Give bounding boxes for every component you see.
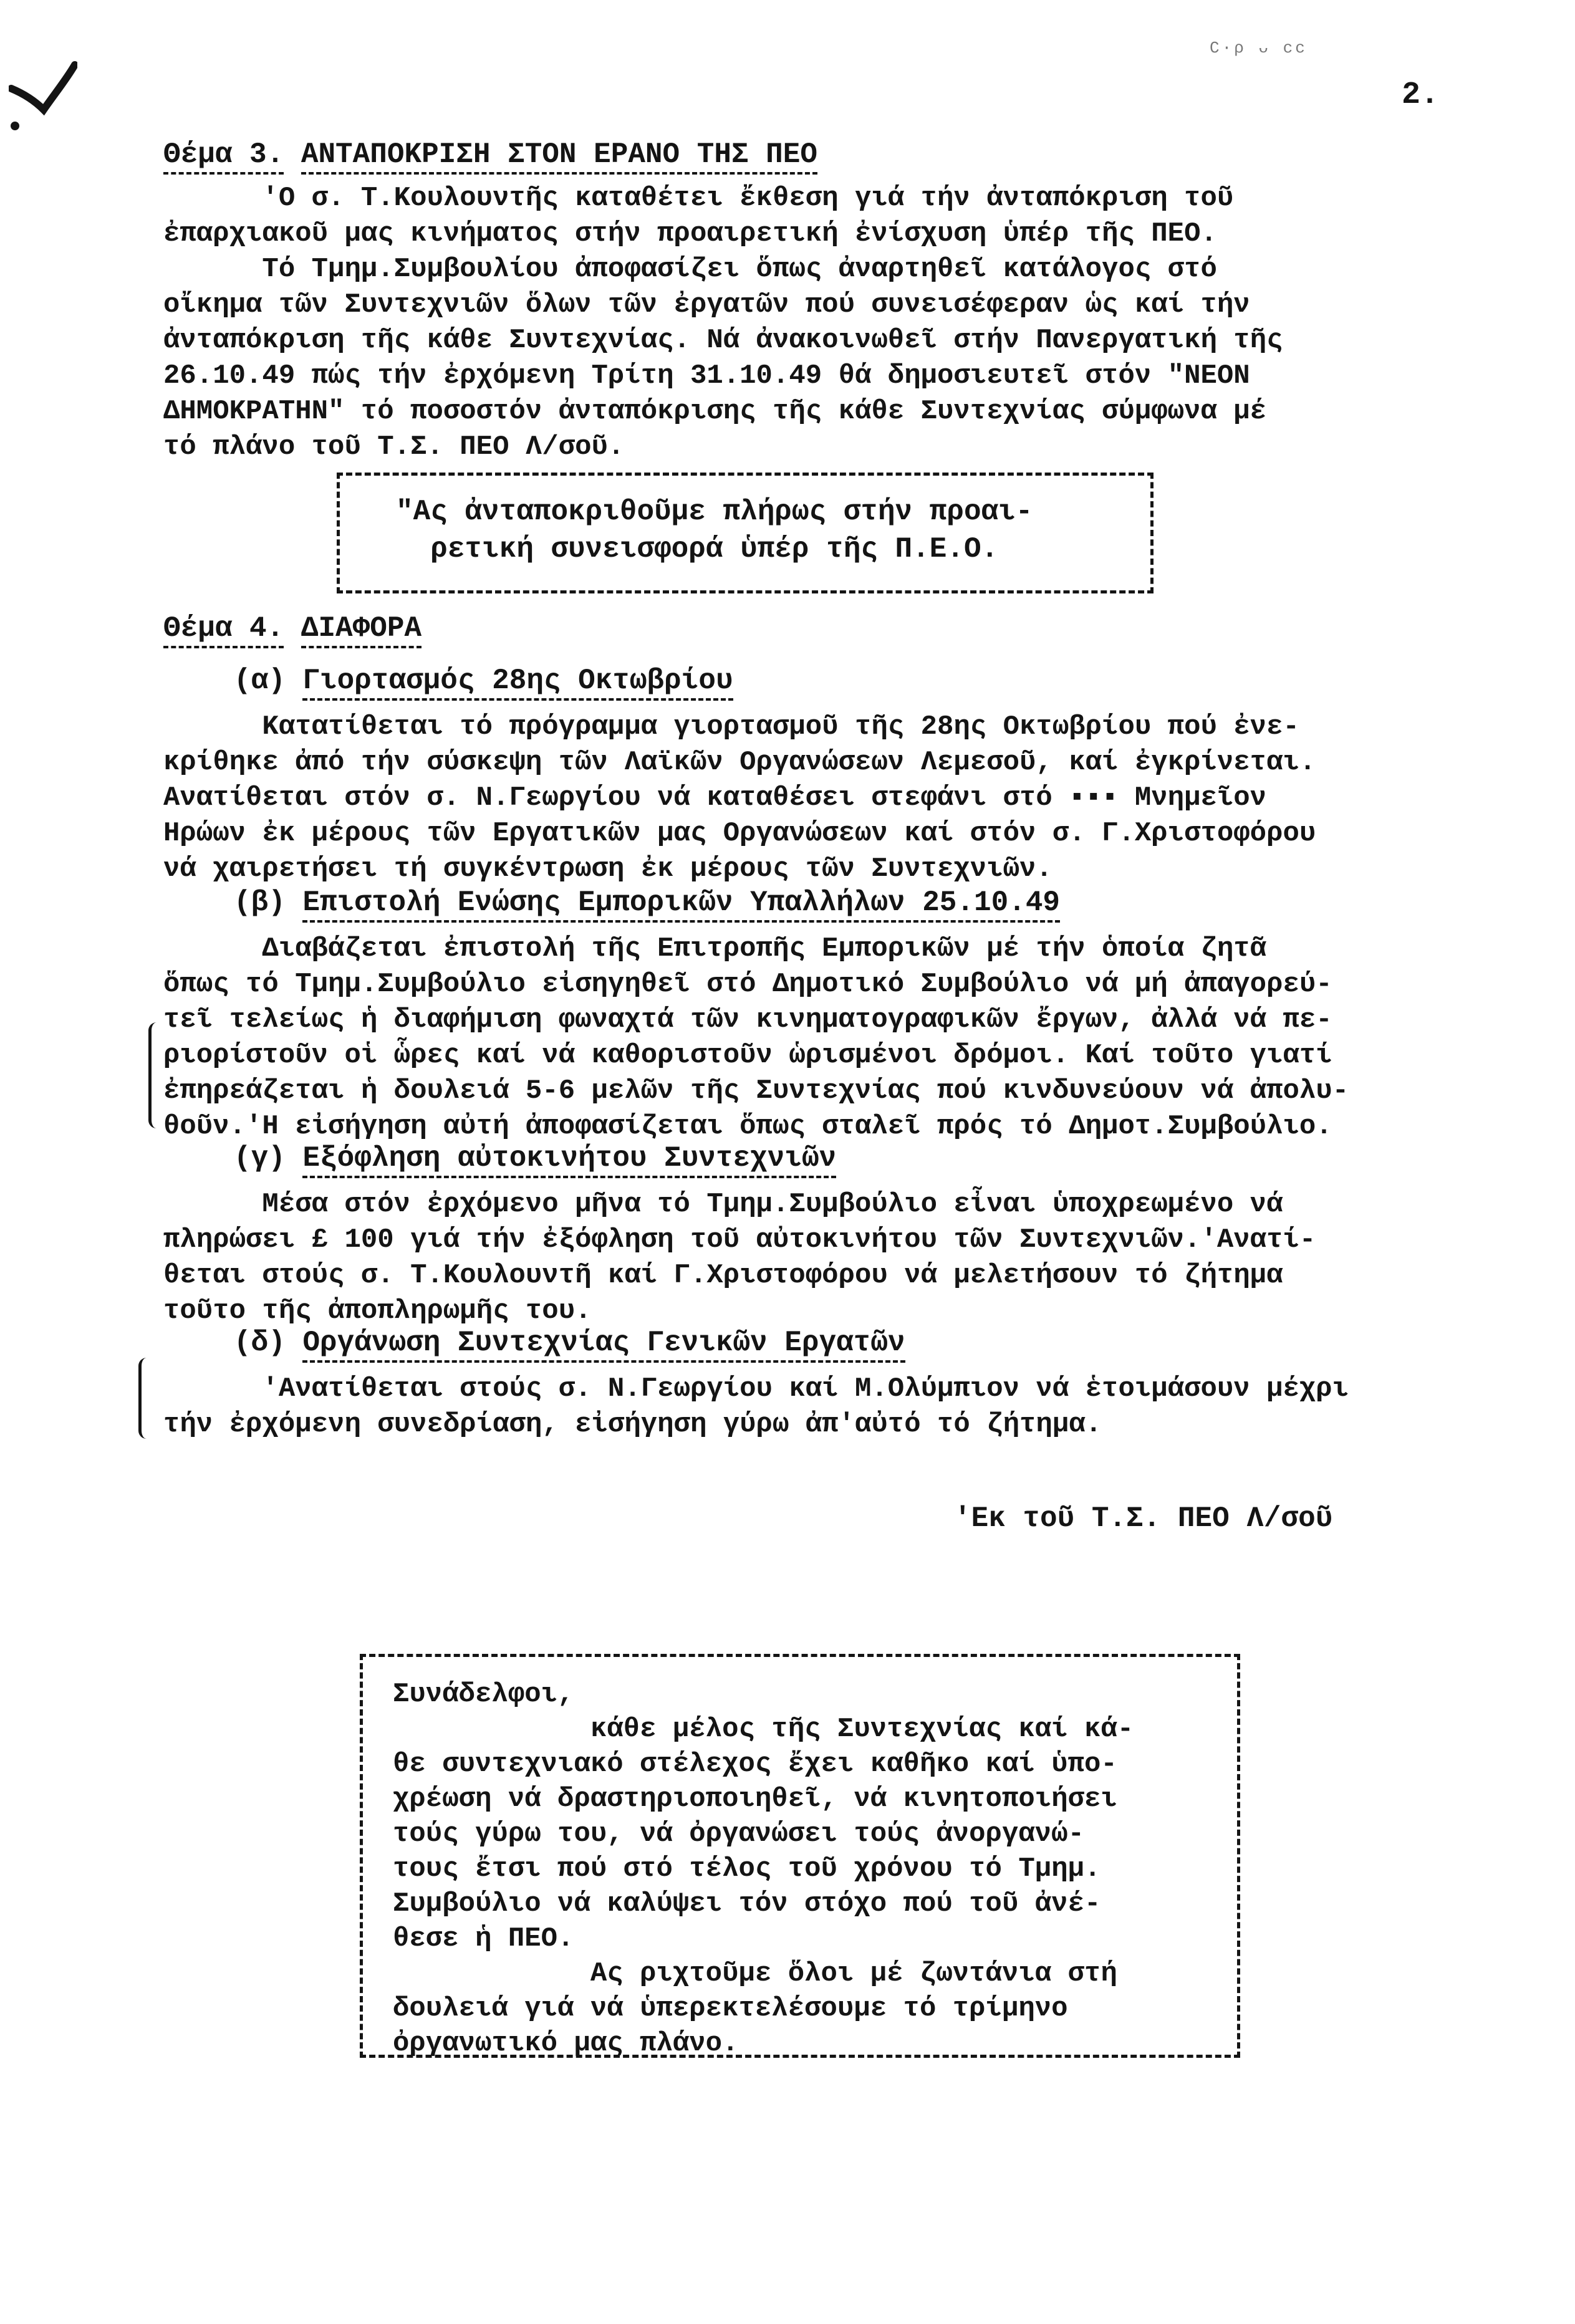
item-c-label: (γ): [234, 1142, 286, 1174]
margin-bracket-mark: [138, 1358, 147, 1439]
section4-heading: [163, 612, 421, 645]
section3-heading-title: ΑΝΤΑΠΟΚΡΙΣΗ ΣΤΟΝ ΕΡΑΝΟ ΤΗΣ ΠΕΟ: [301, 138, 817, 175]
text-line: θοῦν.'Η εἰσήγηση αὐτή ἀποφασίζεται ὅπως σταλεῖ πρός τό Δημοτ.Συμβούλιο.: [163, 1111, 1332, 1142]
callout-line: Ας ριχτοῦμε ὅλοι μέ ζωντάνια στή: [393, 1958, 1117, 1989]
section3-body: [163, 181, 1283, 465]
item-b-label: (β): [234, 886, 286, 919]
text-line: Ηρώων ἐκ μέρους τῶν Εργατικῶν μας Οργανώσεων καί στόν σ. Γ.Χριστοφόρου: [163, 818, 1316, 849]
callout-line: Συμβούλιο νά καλύψει τόν στόχο πού τοῦ ἀνέ-: [393, 1888, 1101, 1919]
callout-line: χρέωση νά δραστηριοποιηθεῖ, νά κινητοποιήσει: [393, 1784, 1117, 1815]
callout-box-contribution: [337, 473, 1154, 593]
text-line: τήν ἐρχόμενη συνεδρίαση, εἰσήγηση γύρω ἀπ'αὐτό τό ζήτημα.: [163, 1409, 1102, 1440]
text-line: ἐπαρχιακοῦ μας κινήματος στήν προαιρετική ἐνίσχυση ὑπέρ τῆς ΠΕΟ.: [163, 218, 1217, 249]
handwritten-tick-mark: [9, 56, 77, 137]
item-c-body: [163, 1187, 1316, 1329]
text-line: τοῦτο τῆς ἀποπληρωμῆς του.: [163, 1295, 592, 1327]
text-line: Διαβάζεται ἐπιστολή τῆς Επιτροπῆς Εμπορικῶν μέ τήν ὁποία ζητᾶ: [163, 933, 1267, 964]
text-line: Τό Τμημ.Συμβουλίου ἀποφασίζει ὅπως ἀναρτηθεῖ κατάλογος στό: [163, 254, 1217, 285]
callout-line: θεσε ἡ ΠΕΟ.: [393, 1923, 574, 1954]
signature-line: 'Εκ τοῦ Τ.Σ. ΠΕΟ Λ/σοῦ: [954, 1502, 1333, 1535]
item-a-label: (α): [234, 665, 286, 697]
text-line: Μέσα στόν ἐρχόμενο μῆνα τό Τμημ.Συμβούλιο εἶναι ὑποχρεωμένο νά: [163, 1189, 1283, 1220]
section4-heading-prefix: Θέμα 4.: [163, 612, 284, 648]
item-a-title: Γιορτασμός 28ης Οκτωβρίου: [302, 665, 733, 701]
text-line: νά χαιρετήσει τή συγκέντρωση ἐκ μέρους τῶν Συντεχνιῶν.: [163, 853, 1052, 885]
item-c-title: Εξόφληση αὐτοκινήτου Συντεχνιῶν: [302, 1142, 836, 1178]
item-d-body: [163, 1371, 1349, 1443]
text-line: ριορίστοῦν οἱ ὧρες καί νά καθοριστοῦν ὡρισμένοι δρόμοι. Καί τοῦτο γιατί: [163, 1040, 1332, 1071]
callout-line: ὀργανωτικό μας πλάνο.: [393, 2028, 739, 2059]
item-c-heading: [234, 1142, 836, 1174]
text-line: Ανατίθεται στόν σ. Ν.Γεωργίου νά καταθέσει στεφάνι στό ▪▪▪ Μνημεῖον: [163, 782, 1267, 814]
callout-line: ρετική συνεισφορά ὑπέρ τῆς Π.Ε.Ο.: [396, 533, 999, 565]
text-line: θεται στούς σ. Τ.Κουλουντῆ καί Γ.Χριστοφόρου νά μελετήσουν τό ζήτημα: [163, 1260, 1283, 1291]
item-b-heading: [234, 886, 1060, 919]
text-line: τεῖ τελείως ἡ διαφήμιση φωναχτά τῶν κινηματογραφικῶν ἔργων, ἀλλά νά πε-: [163, 1004, 1332, 1035]
callout-line: θε συντεχνιακό στέλεχος ἔχει καθῆκο καί ὑπο-: [393, 1749, 1117, 1780]
callout-line: "Ας ἀνταποκριθοῦμε πλήρως στήν προαι-: [396, 496, 1033, 528]
margin-bracket-mark: [148, 1022, 157, 1128]
callout-line: δουλειά γιά νά ὑπερεκτελέσουμε τό τρίμηνο: [393, 1993, 1068, 2024]
text-line: 26.10.49 πώς τήν ἐρχόμενη Τρίτη 31.10.49 θά δημοσιευτεῖ στόν "ΝΕΟΝ: [163, 360, 1250, 391]
item-d-heading: [234, 1327, 905, 1359]
callout-line: τούς γύρω του, νά ὀργανώσει τούς ἀνοργανώ-: [393, 1818, 1084, 1850]
item-b-body: [163, 931, 1349, 1145]
text-line: ἀνταπόκριση τῆς κάθε Συντεχνίας. Νά ἀνακοινωθεῖ στήν Πανεργατική τῆς: [163, 325, 1283, 356]
item-d-label: (δ): [234, 1327, 286, 1359]
text-line: 'Ο σ. Τ.Κουλουντῆς καταθέτει ἔκθεση γιά τήν ἀνταπόκριση τοῦ: [163, 183, 1234, 214]
section3-heading: [163, 138, 817, 171]
text-line: πληρώσει £ 100 γιά τήν ἐξόφληση τοῦ αὐτοκινήτου τῶν Συντεχνιῶν.'Ανατί-: [163, 1224, 1316, 1256]
text-line: οἴκημα τῶν Συντεχνιῶν ὅλων τῶν ἐργατῶν πού συνεισέφεραν ὡς καί τήν: [163, 289, 1250, 320]
text-line: 'Ανατίθεται στούς σ. Ν.Γεωργίου καί Μ.Ολύμπιον νά ἑτοιμάσουν μέχρι: [163, 1373, 1349, 1404]
text-line: κρίθηκε ἀπό τήν σύσκεψη τῶν Λαϊκῶν Οργανώσεων Λεμεσοῦ, καί ἐγκρίνεται.: [163, 747, 1316, 778]
callout-line: τους ἔτσι πού στό τέλος τοῦ χρόνου τό Τμημ.: [393, 1853, 1101, 1885]
section3-heading-prefix: Θέμα 3.: [163, 138, 284, 175]
callout-box-appeal: [360, 1654, 1240, 2058]
callout-line: κάθε μέλος τῆς Συντεχνίας καί κά-: [393, 1714, 1134, 1745]
item-a-body: [163, 709, 1316, 887]
text-line: ὅπως τό Τμημ.Συμβούλιο εἰσηγηθεῖ στό Δημοτικό Συμβούλιο νά μή ἀπαγορεύ-: [163, 969, 1332, 1000]
section4-heading-title: ΔΙΑΦΟΡΑ: [301, 612, 421, 648]
item-d-title: Οργάνωση Συντεχνίας Γενικῶν Εργατῶν: [302, 1327, 905, 1363]
item-a-heading: [234, 665, 733, 697]
callout-line: Συνάδελφοι,: [393, 1679, 574, 1710]
page-number: 2.: [1402, 77, 1440, 113]
text-line: ΔΗΜΟΚΡΑΤΗΝ" τό ποσοστόν ἀνταπόκρισης τῆς κάθε Συντεχνίας σύμφωνα μέ: [163, 396, 1267, 427]
faint-top-note: Ϲ·ρ ᴗ ϲϲ: [1210, 39, 1308, 57]
item-b-title: Επιστολή Ενώσης Εμπορικῶν Υπαλλήλων 25.10.49: [302, 886, 1060, 923]
text-line: Κατατίθεται τό πρόγραμμα γιορτασμοῦ τῆς 28ης Οκτωβρίου πού ἐνε-: [163, 711, 1299, 742]
text-line: ἐπηρεάζεται ἡ δουλειά 5-6 μελῶν τῆς Συντεχνίας πού κινδυνεύουν νά ἀπολυ-: [163, 1075, 1349, 1107]
text-line: τό πλάνο τοῦ Τ.Σ. ΠΕΟ Λ/σοῦ.: [163, 431, 625, 463]
